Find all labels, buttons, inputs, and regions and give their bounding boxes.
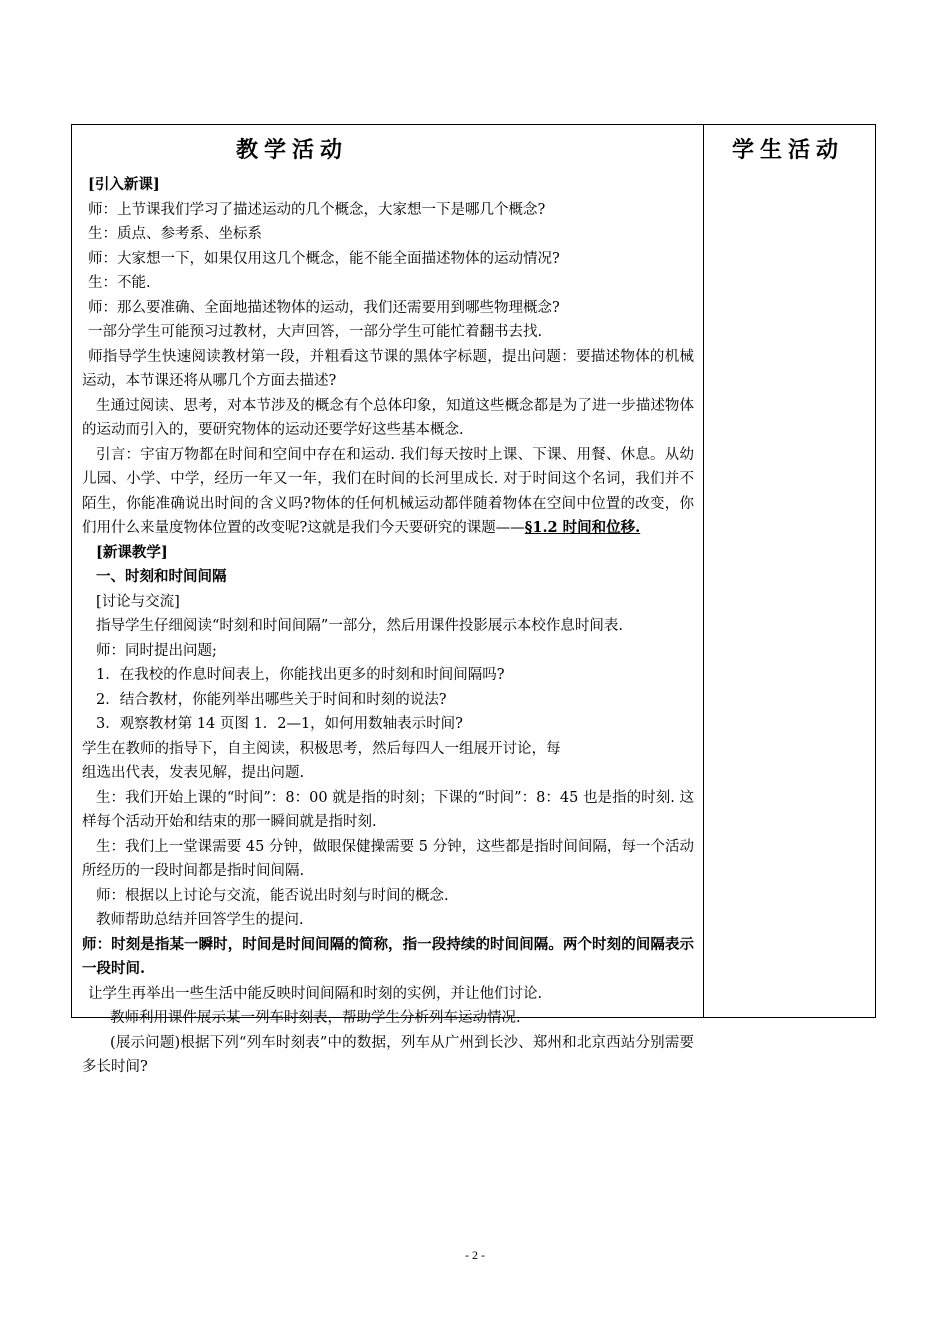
page-number: - 2 - [465, 1248, 485, 1262]
definition-paragraph: 师：时刻是指某一瞬时，时间是时间间隔的简称，指一段持续的时间间隔。两个时刻的间隔表示一段时间. [82, 935, 694, 977]
paragraph: 让学生再举出一些生活中能反映时间间隔和时刻的实例，并让他们讨论. [88, 985, 543, 1002]
paragraph: 生：我们开始上课的“时间”：8：00 就是指的时刻；下课的“时间”：8：45 也是指的时刻. 这样每个活动开始和结束的那一瞬间就是指时刻. [82, 789, 694, 830]
paragraph: 师指导学生快速阅读教材第一段，并粗看这节课的黑体字标题，提出问题：要描述物体的机械运动，本节课还将从哪几个方面去描述? [82, 348, 694, 389]
paragraph: (展示问题)根据下列“列车时刻表”中的数据，列车从广州到长沙、郑州和北京西站分别需要多长时间? [82, 1034, 694, 1075]
new-lesson-heading: [新课教学] [96, 543, 168, 561]
paragraph: 师：同时提出问题; [96, 642, 217, 659]
section-heading: 一、时刻和时间间隔 [96, 568, 227, 585]
student-activity-column [704, 125, 876, 1017]
paragraph: 指导学生仔细阅读“时刻和时间间隔”一部分，然后用课件投影展示本校作息时间表. [96, 618, 623, 634]
discussion-heading: [讨论与交流] [96, 593, 180, 610]
intro-text: 引言：宇宙万物都在时间和空间中存在和运动. 我们每天按时上课、下课、用餐、休息。从幼儿园、小学、中学，经历一年又一年，我们在时间的长河里成长. 对于时间这个名词，我们并不陌生，你能准确说出时间的含义吗?物体的任何机械运动都伴随着物体在空间中位置的改变，你们用什么来量度物体位置的改变呢?这就是我们今天要研究的课题—— [82, 446, 694, 536]
paragraph: 教师帮助总结并回答学生的提问. [96, 912, 304, 928]
paragraph: 师：上节课我们学习了描述运动的几个概念，大家想一下是哪几个概念? [88, 201, 546, 218]
paragraph: 师：大家想一下，如果仅用这几个概念，能不能全面描述物体的运动情况? [88, 250, 560, 267]
paragraph: 师：根据以上讨论与交流，能否说出时刻与时间的概念. [96, 887, 449, 904]
lesson-title: §1.2 时间和位移. [524, 519, 641, 536]
teacher-activity-body [82, 173, 694, 1080]
paragraph: 生：质点、参考系、坐标系 [88, 226, 262, 242]
paragraph: 一部分学生可能预习过教材，大声回答，一部分学生可能忙着翻书去找. [88, 324, 543, 340]
lesson-table [71, 124, 876, 1075]
question-item: 2．结合教材，你能列举出哪些关于时间和时刻的说法? [96, 691, 447, 708]
paragraph [82, 443, 694, 541]
paragraph: 学生在教师的指导下，自主阅读，积极思考，然后每四人一组展开讨论，每 [82, 740, 561, 757]
question-item: 3．观察教材第 14 页图 1．2—1，如何用数轴表示时间? [96, 716, 463, 732]
paragraph: 生通过阅读、思考，对本节涉及的概念有个总体印象，知道这些概念都是为了进一步描述物体的运动而引入的，要研究物体的运动还要学好这些基本概念. [82, 397, 694, 438]
intro-heading: [引入新课] [88, 176, 160, 193]
teacher-activity-header: 教学活动 [236, 138, 349, 163]
paragraph: 教师利用课件展示某一列车时刻表，帮助学生分析列车运动情况. [110, 1010, 521, 1026]
teacher-activity-column [72, 125, 703, 1075]
paragraph: 生：不能. [88, 275, 151, 291]
student-activity-header: 学生活动 [732, 138, 845, 163]
paragraph: 师：那么要准确、全面地描述物体的运动，我们还需要用到哪些物理概念? [88, 299, 560, 316]
paragraph: 生：我们上一堂课需要 45 分钟，做眼保健操需要 5 分钟，这些都是指时间间隔，每一个活动所经历的一段时间都是指时间间隔. [82, 838, 694, 879]
paragraph: 组选出代表，发表见解，提出问题. [82, 765, 305, 781]
question-item: 1．在我校的作息时间表上，你能找出更多的时刻和时间间隔吗? [96, 667, 505, 683]
